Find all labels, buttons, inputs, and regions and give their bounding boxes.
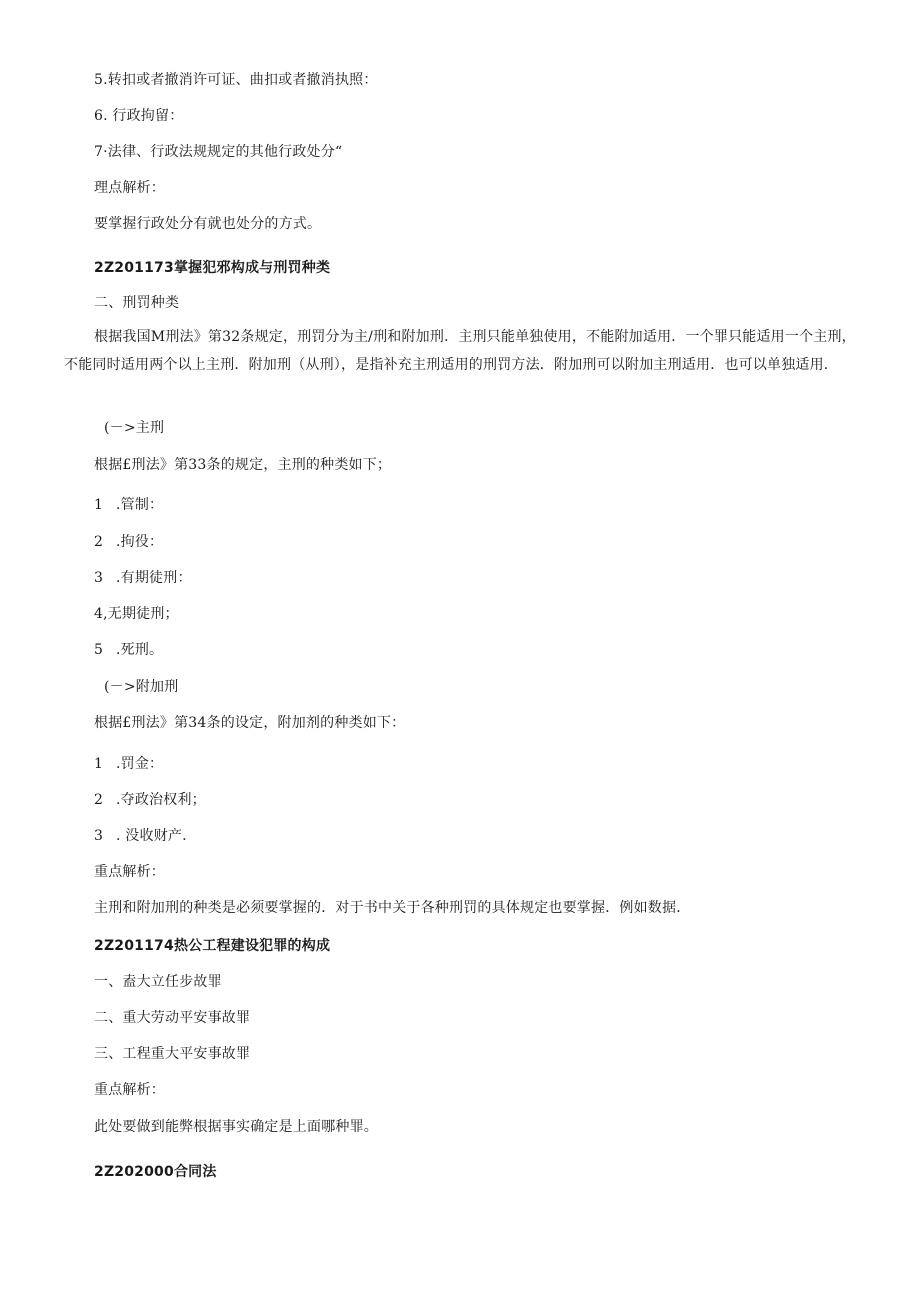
list-text: .罚金： — [116, 756, 164, 772]
text-line: 重点解析： — [94, 864, 165, 880]
list-text: . 没收财产. — [116, 828, 187, 844]
list-text: .有期徒刑： — [116, 570, 192, 586]
list-number: 1 — [94, 497, 104, 513]
paragraph: 根据我国M刑法》第32条规定，刑罚分为主/刑和附加刑．主刑只能单独使用，不能附加适用．一个罪只能适用一个主刑，不能同时适用两个以上主刑．附加刑（从刑），是指补充主刑适用的刑罚方法．附加刑可以附加主刑适用．也可以单独适用． — [64, 329, 856, 373]
section-heading: 2Z201174热公工程建设犯罪的构成 — [94, 938, 331, 954]
subsection-title: (－>主刑 — [104, 420, 165, 436]
text-line: 此处要做到能弊根据事实确定是上面哪种罪。 — [94, 1119, 378, 1135]
list-number: 2 — [94, 792, 104, 808]
section-heading: 2Z202000合同法 — [94, 1164, 217, 1180]
subsection-title: 二、刑罚种类 — [94, 295, 180, 311]
list-item — [94, 754, 163, 774]
list-item — [94, 790, 206, 810]
text-line: 5.转扣或者撤消许可证、曲扣或者撤消执照： — [94, 72, 378, 88]
list-number: 1 — [94, 756, 104, 772]
text-line: 根据£刑法》第34条的设定，附加剂的种类如下： — [94, 715, 406, 731]
list-number: 3 — [94, 828, 104, 844]
list-item — [94, 826, 187, 846]
list-item — [94, 495, 163, 515]
text-line: 要掌握行政处分有就也处分的方式。 — [94, 216, 322, 232]
list-item — [94, 568, 192, 588]
subsection-title: (－>附加刑 — [104, 679, 179, 695]
list-item — [94, 640, 163, 660]
list-text: .夺政治权利； — [116, 792, 206, 808]
list-number: 2 — [94, 534, 104, 550]
text-line: 主刑和附加刑的种类是必须要掌握的．对于书中关于各种刑罚的具体规定也要掌握．例如数据． — [94, 900, 691, 916]
text-line: 一、盍大立任步故罪 — [94, 974, 222, 990]
section-heading: 2Z201173掌握犯邪构成与刑罚种类 — [94, 260, 331, 276]
list-text: .管制： — [116, 497, 164, 513]
list-number: 3 — [94, 570, 104, 586]
list-item: 4,无期徒刑； — [94, 606, 179, 622]
text-line: 三、工程重大平安事故罪 — [94, 1046, 251, 1062]
text-line: 二、重大劳动平安事故罪 — [94, 1010, 251, 1026]
text-line: 6. 行政拘留： — [94, 108, 184, 124]
list-item — [94, 532, 163, 552]
text-line: 理点解析： — [94, 180, 165, 196]
list-text: .拘役： — [116, 534, 164, 550]
text-line: 重点解析： — [94, 1082, 165, 1098]
text-line: 7·法律、行政法规规定的其他行政处分“ — [94, 144, 343, 160]
text-line: 根据£刑法》第33条的规定，主刑的种类如下； — [94, 457, 392, 473]
list-number: 5 — [94, 642, 104, 658]
list-text: .死刑。 — [116, 642, 164, 658]
